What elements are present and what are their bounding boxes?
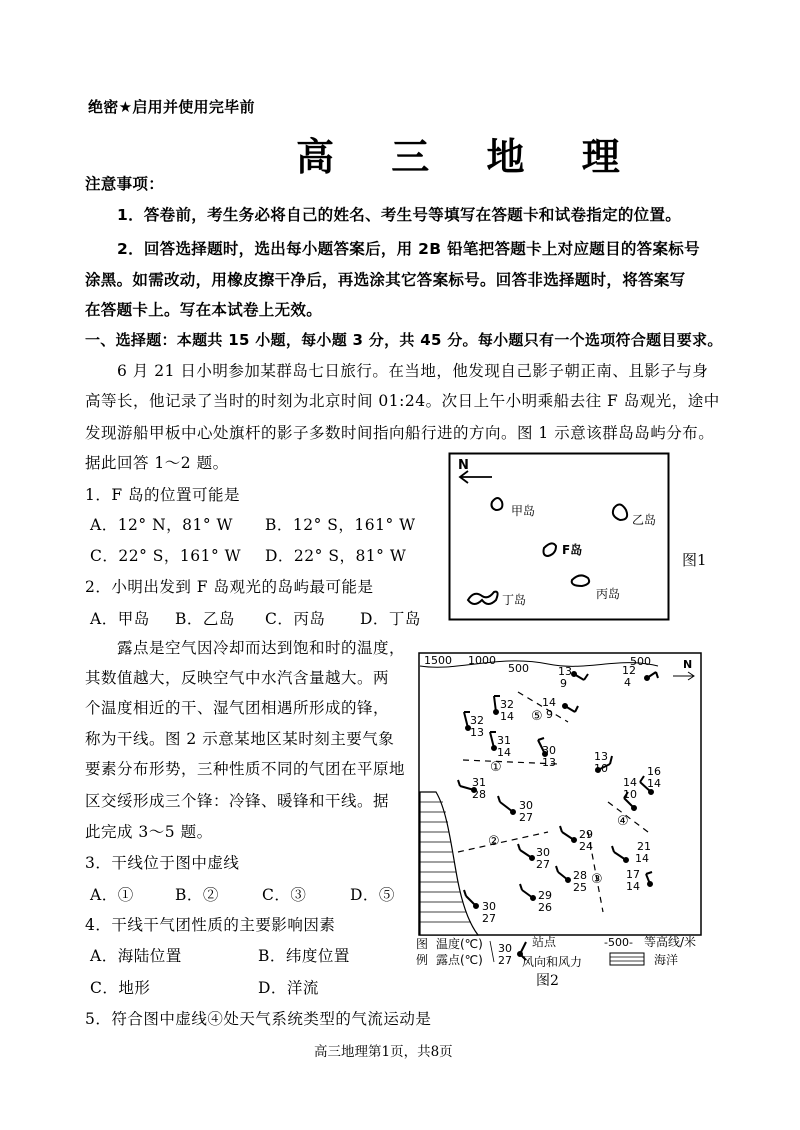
question-2-option-d: D．丁岛 <box>360 610 421 628</box>
confidential-label: 绝密★启用并使用完毕前 <box>88 98 255 116</box>
figure-1-map <box>448 452 670 622</box>
notes-heading: 注意事项： <box>85 175 165 193</box>
section-heading: 一、选择题：本题共 15 小题，每小题 3 分，共 45 分。每小题只有一个选项符合题目要求。 <box>85 331 723 349</box>
legend-temp-value: 30 <box>498 942 512 955</box>
station-temp: 17 <box>626 868 640 881</box>
legend-ocean-swatch <box>610 953 644 965</box>
question-3-option-d: D．⑤ <box>350 886 395 904</box>
island-jia-shape <box>492 498 503 510</box>
station-temp: 32 <box>470 714 484 727</box>
question-2-option-b: B．乙岛 <box>175 610 235 628</box>
question-3-option-c: C．③ <box>262 886 307 904</box>
front-label-1: ① <box>490 760 502 775</box>
station-dew: 14 <box>647 777 661 790</box>
question-2-option-a: A．甲岛 <box>90 610 150 628</box>
station-temp: 14 <box>623 776 637 789</box>
legend-label-2: 例 <box>416 953 429 967</box>
question-3-option-b: B．② <box>175 886 219 904</box>
front-label-4: ④ <box>617 814 629 829</box>
note-item-2-line2: 涂黑。如需改动，用橡皮擦干净后，再选涂其它答案标号。回答非选择题时，将答案写 <box>85 271 686 289</box>
station-dew: 14 <box>500 710 514 723</box>
page-footer: 高三地理第1页，共8页 <box>314 1044 453 1060</box>
island-yi-shape <box>613 504 627 520</box>
note-item-2-line3: 在答题卡上。写在本试卷上无效。 <box>85 301 323 319</box>
contour-label: 500 <box>508 662 529 675</box>
north-arrow-icon <box>673 672 694 680</box>
island-f-label: F岛 <box>562 543 583 557</box>
legend-dew: 露点(℃) <box>436 953 483 967</box>
station-temp: 16 <box>647 765 661 778</box>
station-temp: 31 <box>497 734 511 747</box>
front-label-3: ③ <box>591 872 603 887</box>
island-yi-label: 乙岛 <box>632 513 657 527</box>
station-dew: 10 <box>623 788 637 801</box>
station-temp: 32 <box>500 698 514 711</box>
passage2-line1: 露点是空气因冷却而达到饱和时的温度， <box>117 639 406 657</box>
station-temp: 13 <box>558 665 572 678</box>
legend-temp: 温度(℃) <box>436 937 483 951</box>
question-4-option-d: D．洋流 <box>258 979 319 997</box>
question-3-stem: 3．干线位于图中虚线 <box>85 854 240 872</box>
station-temp: 30 <box>482 900 496 913</box>
question-2-option-c: C．丙岛 <box>265 610 326 628</box>
station-dew: 9 <box>546 708 553 721</box>
figure-2-frame <box>419 653 701 935</box>
station-dew: 28 <box>472 788 486 801</box>
station-dew: 14 <box>635 852 649 865</box>
front-label-5: ⑤ <box>531 709 543 724</box>
passage2-line6: 区交绥形成三个锋：冷锋、暖锋和干线。据 <box>85 792 390 810</box>
station-temp: 21 <box>637 840 651 853</box>
figure-1-caption: 图1 <box>682 551 707 569</box>
passage2-line7: 此完成 3～5 题。 <box>85 823 213 841</box>
contour-label: 500 <box>630 655 651 668</box>
question-4-option-a: A．海陆位置 <box>90 947 182 965</box>
passage1-line4: 据此回答 1～2 题。 <box>85 454 229 472</box>
front-lines <box>458 692 648 912</box>
question-1-option-a: A．12° N，81° W <box>90 516 233 534</box>
island-ding-label: 丁岛 <box>502 593 527 607</box>
island-bing-shape <box>572 575 589 586</box>
passage2-line5: 要素分布形势，三种性质不同的气团在平原地 <box>85 760 406 778</box>
passage1-line2: 高等长，他记录了当时的时刻为北京时间 01:24。次日上午小明乘船去往 F 岛观光，途中 <box>85 392 720 410</box>
question-1-option-b: B．12° S，161° W <box>265 516 416 534</box>
legend-station: 站点 <box>532 936 557 949</box>
station-dew: 24 <box>579 840 593 853</box>
north-label: N <box>683 658 693 671</box>
north-label: N <box>458 458 469 473</box>
passage2-line2: 其数值越大，反映空气中水汽含量越大。两 <box>85 669 390 687</box>
station-dew: 26 <box>538 901 552 914</box>
station-dew: 4 <box>624 676 631 689</box>
station-temp: 31 <box>472 776 486 789</box>
station-temp: 13 <box>594 750 608 763</box>
figure-2-legend <box>414 936 704 988</box>
station-dew: 27 <box>519 811 533 824</box>
figure-2-map <box>418 652 702 937</box>
north-arrow-icon <box>460 471 492 483</box>
front-label-2: ② <box>488 834 500 849</box>
island-ding-shape <box>468 592 498 604</box>
station-temp: 30 <box>536 846 550 859</box>
passage2-line4: 称为干线。图 2 示意某地区某时刻主要气象 <box>85 730 395 748</box>
station-dew: 14 <box>626 880 640 893</box>
question-4-option-b: B．纬度位置 <box>258 947 350 965</box>
passage1-line1: 6 月 21 日小明参加某群岛七日旅行。在当地，他发现自己影子朝正南、且影子与身 <box>117 362 709 380</box>
station-dew: 13 <box>470 726 484 739</box>
question-4-stem: 4．干线干气团性质的主要影响因素 <box>85 916 336 934</box>
question-2-stem: 2．小明出发到 F 岛观光的岛屿最可能是 <box>85 578 374 596</box>
ocean-area <box>420 792 478 935</box>
page-title: 高 三 地 理 <box>296 135 642 179</box>
station-temp: 30 <box>542 744 556 757</box>
note-item-1: 1．答卷前，考生务必将自己的姓名、考生号等填写在答题卡和试卷指定的位置。 <box>117 206 682 224</box>
station-dew: 10 <box>594 762 608 775</box>
station-dew: 13 <box>542 756 556 769</box>
contour-label: 1000 <box>468 654 496 667</box>
legend-label-1: 图 <box>416 937 429 951</box>
legend-dew-value: 27 <box>498 954 512 967</box>
question-3-option-a: A．① <box>90 886 134 904</box>
legend-contour-symbol: -500- <box>604 936 633 949</box>
question-5-stem: 5．符合图中虚线④处天气系统类型的气流运动是 <box>85 1010 432 1028</box>
station-dew: 27 <box>536 858 550 871</box>
passage1-line3: 发现游船甲板中心处旗杆的影子多数时间指向船行进的方向。图 1 示意该群岛岛屿分布。 <box>85 424 715 442</box>
figure-2-caption: 图2 <box>536 973 559 989</box>
station-dew: 25 <box>573 881 587 894</box>
station-temp: 14 <box>542 696 556 709</box>
legend-ocean: 海洋 <box>654 953 679 967</box>
island-f-shape <box>544 543 557 556</box>
question-1-option-c: C．22° S，161° W <box>90 547 242 565</box>
question-1-option-d: D．22° S，81° W <box>265 547 407 565</box>
station-temp: 29 <box>579 828 593 841</box>
island-jia-label: 甲岛 <box>511 504 536 518</box>
island-bing-label: 丙岛 <box>596 587 621 601</box>
legend-contour: 等高线/米 <box>644 936 697 949</box>
station-temp: 30 <box>519 799 533 812</box>
station-temp: 28 <box>573 869 587 882</box>
question-4-option-c: C．地形 <box>90 979 151 997</box>
station-dew: 27 <box>482 912 496 925</box>
station-temp: 29 <box>538 889 552 902</box>
question-1-stem: 1．F 岛的位置可能是 <box>85 486 241 504</box>
passage2-line3: 个温度相近的干、湿气团相遇所形成的锋， <box>85 699 390 717</box>
contour-label: 1500 <box>424 654 452 667</box>
legend-leader <box>490 941 494 962</box>
legend-wind: 风向和风力 <box>522 955 583 969</box>
figure-1-frame <box>450 454 669 620</box>
station-dew: 14 <box>497 746 511 759</box>
station-temp: 12 <box>622 664 636 677</box>
station-dew: 9 <box>560 677 567 690</box>
note-item-2-line1: 2．回答选择题时，选出每小题答案后，用 2B 铅笔把答题卡上对应题目的答案标号 <box>117 240 700 258</box>
